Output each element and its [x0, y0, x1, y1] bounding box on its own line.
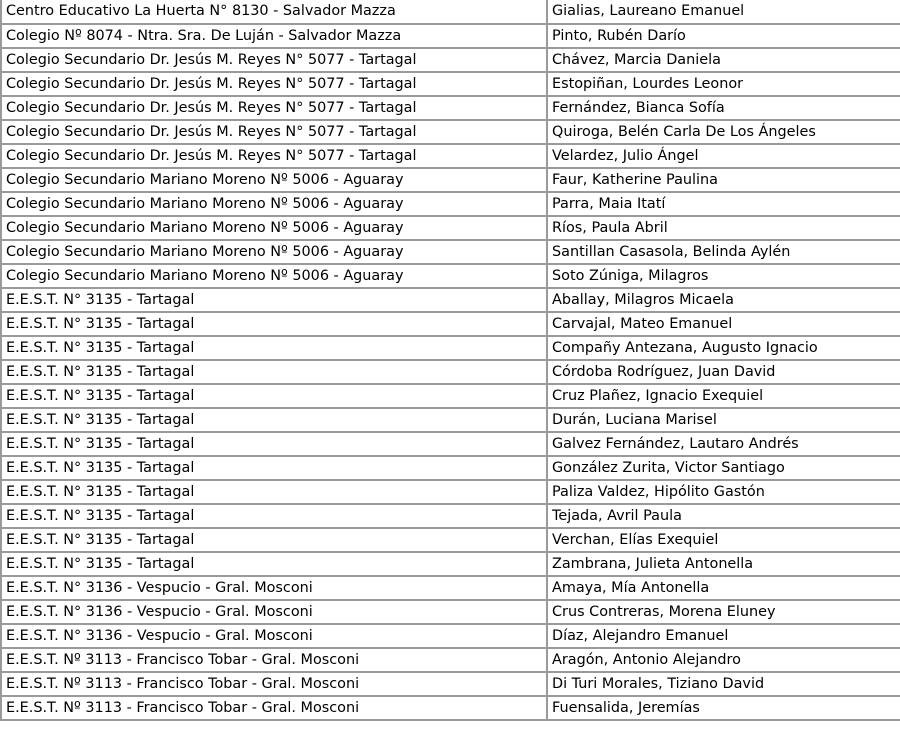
table-row — [0, 95, 900, 119]
student-cell: Soto Zúniga, Milagros — [546, 263, 900, 287]
school-cell: Centro Educativo La Huerta N° 8130 - Salvador Mazza — [0, 0, 546, 23]
student-cell: Fuensalida, Jeremías — [546, 695, 900, 721]
table-row — [0, 479, 900, 503]
school-cell: E.E.S.T. N° 3135 - Tartagal — [0, 287, 546, 311]
table-row — [0, 0, 900, 23]
student-cell: Durán, Luciana Marisel — [546, 407, 900, 431]
school-cell: E.E.S.T. N° 3135 - Tartagal — [0, 503, 546, 527]
student-cell: Faur, Katherine Paulina — [546, 167, 900, 191]
school-cell: E.E.S.T. N° 3135 - Tartagal — [0, 359, 546, 383]
school-cell: E.E.S.T. N° 3135 - Tartagal — [0, 527, 546, 551]
table-row — [0, 23, 900, 47]
table-row — [0, 71, 900, 95]
table-row — [0, 287, 900, 311]
table-row — [0, 575, 900, 599]
school-cell: Colegio Secundario Dr. Jesús M. Reyes N° 5077 - Tartagal — [0, 143, 546, 167]
table-row — [0, 47, 900, 71]
student-cell: Velardez, Julio Ángel — [546, 143, 900, 167]
school-cell: Colegio Secundario Mariano Moreno Nº 5006 - Aguaray — [0, 191, 546, 215]
table-row — [0, 599, 900, 623]
table-row — [0, 167, 900, 191]
student-cell: Gialias, Laureano Emanuel — [546, 0, 900, 23]
school-cell: Colegio Secundario Dr. Jesús M. Reyes N° 5077 - Tartagal — [0, 95, 546, 119]
table-row — [0, 191, 900, 215]
student-cell: Chávez, Marcia Daniela — [546, 47, 900, 71]
student-cell: Compañy Antezana, Augusto Ignacio — [546, 335, 900, 359]
student-cell: Pinto, Rubén Darío — [546, 23, 900, 47]
table-row — [0, 263, 900, 287]
table-row — [0, 239, 900, 263]
table-row — [0, 359, 900, 383]
student-cell: Paliza Valdez, Hipólito Gastón — [546, 479, 900, 503]
student-cell: Tejada, Avril Paula — [546, 503, 900, 527]
school-cell: Colegio Secundario Dr. Jesús M. Reyes N° 5077 - Tartagal — [0, 47, 546, 71]
student-cell: Amaya, Mía Antonella — [546, 575, 900, 599]
school-cell: E.E.S.T. N° 3135 - Tartagal — [0, 311, 546, 335]
school-cell: E.E.S.T. N° 3135 - Tartagal — [0, 431, 546, 455]
student-cell: Díaz, Alejandro Emanuel — [546, 623, 900, 647]
school-cell: E.E.S.T. Nº 3113 - Francisco Tobar - Gral. Mosconi — [0, 695, 546, 721]
student-cell: Aragón, Antonio Alejandro — [546, 647, 900, 671]
table-row — [0, 407, 900, 431]
school-cell: E.E.S.T. N° 3136 - Vespucio - Gral. Mosconi — [0, 599, 546, 623]
table-row — [0, 671, 900, 695]
school-cell: E.E.S.T. N° 3135 - Tartagal — [0, 551, 546, 575]
table-row — [0, 647, 900, 671]
student-cell: Estopiñan, Lourdes Leonor — [546, 71, 900, 95]
table-row — [0, 215, 900, 239]
student-cell: Ríos, Paula Abril — [546, 215, 900, 239]
school-cell: E.E.S.T. N° 3135 - Tartagal — [0, 335, 546, 359]
table-row — [0, 335, 900, 359]
student-cell: González Zurita, Victor Santiago — [546, 455, 900, 479]
school-cell: Colegio Secundario Dr. Jesús M. Reyes N° 5077 - Tartagal — [0, 71, 546, 95]
student-cell: Cruz Plañez, Ignacio Exequiel — [546, 383, 900, 407]
table-row — [0, 311, 900, 335]
table-row — [0, 383, 900, 407]
student-cell: Quiroga, Belén Carla De Los Ángeles — [546, 119, 900, 143]
table-row — [0, 455, 900, 479]
table-row — [0, 503, 900, 527]
school-cell: Colegio Secundario Mariano Moreno Nº 5006 - Aguaray — [0, 167, 546, 191]
student-cell: Santillan Casasola, Belinda Aylén — [546, 239, 900, 263]
student-cell: Di Turi Morales, Tiziano David — [546, 671, 900, 695]
table-row — [0, 551, 900, 575]
school-cell: E.E.S.T. N° 3135 - Tartagal — [0, 383, 546, 407]
student-cell: Zambrana, Julieta Antonella — [546, 551, 900, 575]
table-row — [0, 143, 900, 167]
student-cell: Verchan, Elías Exequiel — [546, 527, 900, 551]
table-row — [0, 431, 900, 455]
school-cell: E.E.S.T. N° 3135 - Tartagal — [0, 407, 546, 431]
school-cell: E.E.S.T. Nº 3113 - Francisco Tobar - Gral. Mosconi — [0, 647, 546, 671]
table-row — [0, 527, 900, 551]
student-cell: Carvajal, Mateo Emanuel — [546, 311, 900, 335]
student-cell: Galvez Fernández, Lautaro Andrés — [546, 431, 900, 455]
school-cell: E.E.S.T. Nº 3113 - Francisco Tobar - Gral. Mosconi — [0, 671, 546, 695]
school-cell: Colegio Secundario Mariano Moreno Nº 5006 - Aguaray — [0, 263, 546, 287]
table-row — [0, 623, 900, 647]
school-cell: Colegio Secundario Mariano Moreno Nº 5006 - Aguaray — [0, 239, 546, 263]
school-cell: Colegio Nº 8074 - Ntra. Sra. De Luján - Salvador Mazza — [0, 23, 546, 47]
student-cell: Parra, Maia Itatí — [546, 191, 900, 215]
school-cell: E.E.S.T. N° 3135 - Tartagal — [0, 479, 546, 503]
school-cell: E.E.S.T. N° 3135 - Tartagal — [0, 455, 546, 479]
table-row — [0, 695, 900, 721]
school-cell: Colegio Secundario Mariano Moreno Nº 5006 - Aguaray — [0, 215, 546, 239]
student-cell: Aballay, Milagros Micaela — [546, 287, 900, 311]
student-cell: Crus Contreras, Morena Eluney — [546, 599, 900, 623]
school-cell: Colegio Secundario Dr. Jesús M. Reyes N° 5077 - Tartagal — [0, 119, 546, 143]
school-cell: E.E.S.T. N° 3136 - Vespucio - Gral. Mosconi — [0, 575, 546, 599]
school-cell: E.E.S.T. N° 3136 - Vespucio - Gral. Mosconi — [0, 623, 546, 647]
student-cell: Córdoba Rodríguez, Juan David — [546, 359, 900, 383]
student-cell: Fernández, Bianca Sofía — [546, 95, 900, 119]
table-row — [0, 119, 900, 143]
